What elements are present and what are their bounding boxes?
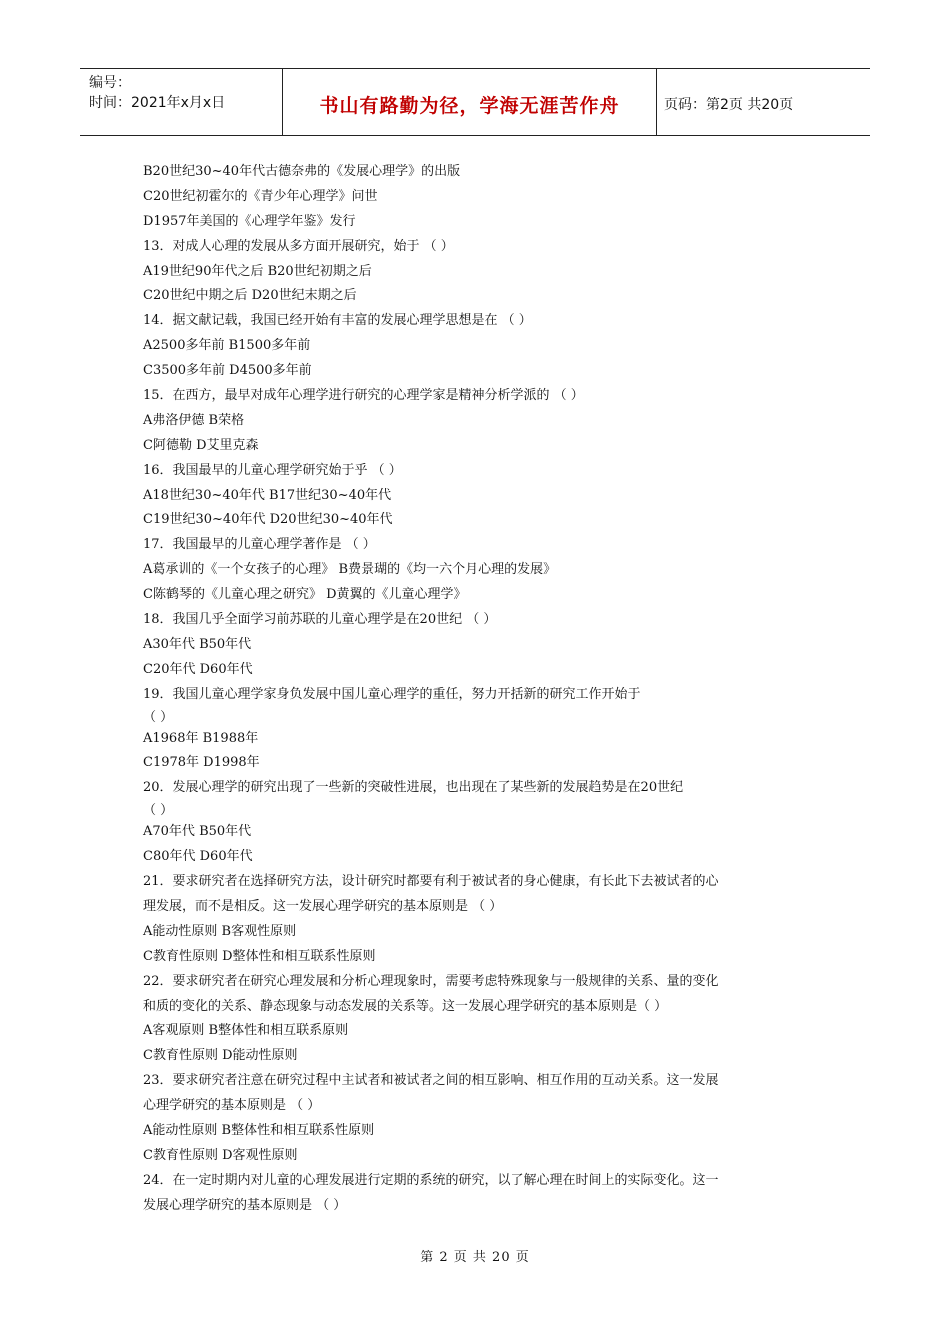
text-line: C教育性原则 D客观性原则 (143, 1147, 298, 1163)
text-line: C1978年 D1998年 (143, 755, 260, 771)
text-line: 14．据文献记载，我国已经开始有丰富的发展心理学思想是在 （ ） (143, 313, 532, 329)
text-line: C教育性原则 D整体性和相互联系性原则 (143, 948, 376, 964)
text-line: 15．在西方，最早对成年心理学进行研究的心理学家是精神分析学派的 （ ） (143, 388, 584, 404)
text-line: 20．发展心理学的研究出现了一些新的突破性进展，也出现在了某些新的发展趋势是在20世纪 (143, 780, 684, 796)
header-motto: 书山有路勤为径，学海无涯苦作舟 (319, 94, 620, 117)
text-line: A30年代 B50年代 (143, 636, 252, 652)
text-line: A18世纪30~40年代 B17世纪30~40年代 (143, 487, 392, 503)
text-line: A2500多年前 B1500多年前 (143, 338, 311, 354)
text-line: 23．要求研究者注意在研究过程中主试者和被试者之间的相互影响、相互作用的互动关系。这一发展 (143, 1073, 719, 1089)
page-footer: 第 2 页 共 20 页 (420, 1250, 530, 1265)
text-line: C3500多年前 D4500多年前 (143, 363, 312, 379)
text-line: 心理学研究的基本原则是 （ ） (143, 1098, 321, 1114)
page-header (80, 68, 870, 136)
text-line: C20世纪中期之后 D20世纪末期之后 (143, 288, 357, 304)
text-line: 18．我国几乎全面学习前苏联的儿童心理学是在20世纪 （ ） (143, 612, 497, 628)
text-line: （ ） (143, 803, 174, 819)
text-line: 16．我国最早的儿童心理学研究始于乎 （ ） (143, 462, 402, 478)
header-page-cell (657, 69, 870, 135)
text-line: 22．要求研究者在研究心理发展和分析心理现象时，需要考虑特殊现象与一般规律的关系、量的变化 (143, 973, 719, 989)
text-line: C阿德勒 D艾里克森 (143, 437, 259, 453)
text-line: 21．要求研究者在选择研究方法，设计研究时都要有利于被试者的身心健康，有长此下去被试者的心 (143, 874, 719, 890)
text-line: C20年代 D60年代 (143, 661, 253, 677)
text-line: 13．对成人心理的发展从多方面开展研究，始于 （ ） (143, 238, 454, 254)
document-body (143, 160, 783, 1219)
text-line: A能动性原则 B整体性和相互联系性原则 (143, 1122, 375, 1138)
header-page-label: 页码：第2页 共20页 (664, 97, 794, 113)
text-line: 19．我国儿童心理学家身负发展中国儿童心理学的重任，努力开括新的研究工作开始于 (143, 686, 641, 702)
text-line: A客观原则 B整体性和相互联系原则 (143, 1023, 349, 1039)
text-line: C80年代 D60年代 (143, 849, 253, 865)
text-line: A弗洛伊德 B荣格 (143, 412, 245, 428)
text-line: 和质的变化的关系、静态现象与动态发展的关系等。这一发展心理学研究的基本原则是（ ） (143, 998, 668, 1014)
text-line: 24．在一定时期内对儿童的心理发展进行定期的系统的研究，以了解心理在时间上的实际变化。这一 (143, 1172, 719, 1188)
text-line: C20世纪初霍尔的《青少年心理学》问世 (143, 188, 378, 204)
text-line: A19世纪90年代之后 B20世纪初期之后 (143, 263, 372, 279)
text-line: D1957年美国的《心理学年鉴》发行 (143, 213, 356, 229)
document-time-label: 时间：2021年x月x日 (89, 95, 226, 111)
text-line: 17．我国最早的儿童心理学著作是 （ ） (143, 537, 376, 553)
text-line: B20世纪30~40年代古德奈弗的《发展心理学》的出版 (143, 164, 461, 179)
text-line: C教育性原则 D能动性原则 (143, 1048, 298, 1064)
text-line: A能动性原则 B客观性原则 (143, 923, 297, 939)
text-line: C19世纪30~40年代 D20世纪30~40年代 (143, 512, 393, 528)
header-motto-cell (283, 69, 657, 135)
text-line: A葛承训的《一个女孩子的心理》 B费景瑚的《均一六个月心理的发展》 (143, 562, 557, 578)
text-line: A70年代 B50年代 (143, 824, 252, 840)
text-line: C陈鹤琴的《儿童心理之研究》 D黄翼的《儿童心理学》 (143, 587, 467, 603)
text-line: 发展心理学研究的基本原则是 （ ） (143, 1197, 347, 1213)
text-line: 理发展，而不是相反。这一发展心理学研究的基本原则是 （ ） (143, 898, 503, 914)
text-line: （ ） (143, 709, 174, 725)
document-number-label: 编号： (89, 75, 131, 91)
text-line: A1968年 B1988年 (143, 730, 259, 746)
header-meta (80, 69, 283, 135)
